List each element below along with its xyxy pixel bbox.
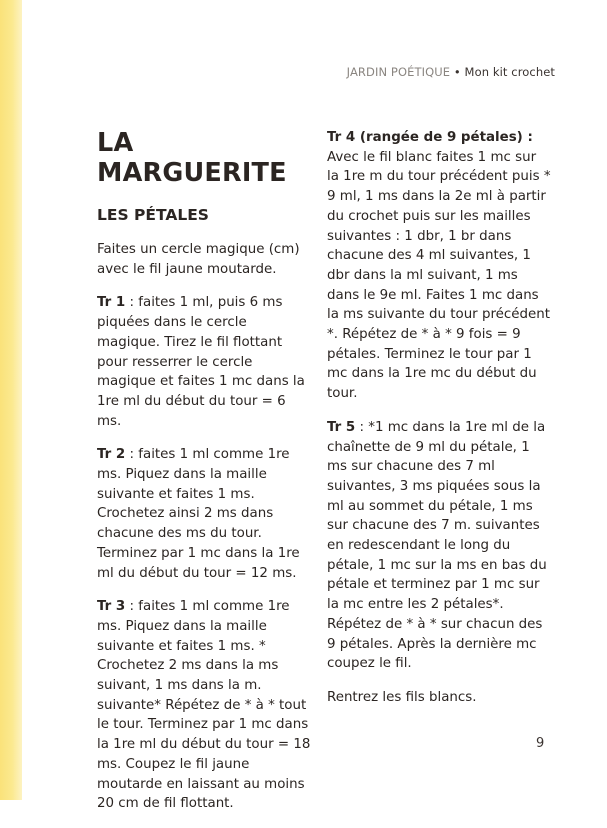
intro-paragraph: Faites un cercle magique (cm) avec le fil jaune moutarde. [97, 242, 300, 277]
round-4-paragraph [327, 128, 552, 404]
right-column [327, 128, 552, 722]
round-1-text: : faites 1 ml, puis 6 ms piquées dans le cercle magique. Tirez le fil flottant pour resserrer le cercle magique et faites 1 mc dans la 1re ml du début du tour = 6 ms. [97, 295, 305, 429]
round-2-paragraph [97, 445, 312, 583]
page-title: LA MARGUERITE [97, 128, 287, 188]
round-1-paragraph [97, 293, 312, 431]
round-1-label: Tr 1 [97, 295, 126, 311]
running-header [347, 65, 555, 79]
page-number: 9 [536, 736, 545, 751]
round-5-label: Tr 5 [327, 419, 356, 435]
round-4-text: Avec le fil blanc faites 1 mc sur la 1re m du tour précédent puis * 9 ml, 1 ms dans la 2e ml à partir du crochet puis sur les mailles suivantes : 1 dbr, 1 br dans chacune des 4 ml suivantes, 1 dbr dans la ml suivant, 1 ms dans le 9e ml. Faites 1 mc dans la ms suivante du tour précédent *. Répétez de * à * 9 fois = 9 pétales. Terminez le tour par 1 mc dans la 1re mc du début du tour. [327, 149, 551, 402]
section-heading: LES PÉTALES [97, 206, 209, 224]
page-edge-band [0, 0, 22, 800]
round-5-text: : *1 mc dans la 1re ml de la chaînette de 9 ml du pétale, 1 ms sur chacune des 7 ml suivantes, 3 ms piquées sous la ml au sommet du pétale, 1 ms sur chacune des 7 m. suivantes en redescendant le long du pétale, 1 mc sur la ms en bas du pétale et terminez par 1 mc sur la mc entre les 2 pétales*. Répétez de * à * sur chacun des 9 pétales. Après la dernière mc coupez le fil. [327, 419, 547, 672]
left-column [97, 128, 312, 828]
closing-paragraph: Rentrez les fils blancs. [327, 689, 477, 705]
round-3-paragraph [97, 597, 312, 814]
header-separator: • [453, 65, 461, 79]
round-3-text: : faites 1 ml comme 1re ms. Piquez dans la maille suivante et faites 1 ms. * Crochetez 2 ms dans la ms suivant, 1 ms dans la m. suivante* Répétez de * à * tout le tour. Terminez par 1 mc dans la 1re ml du début du tour = 18 ms. Coupez le fil jaune moutarde en laissant au moins 20 cm de fil flottant. [97, 599, 311, 812]
book-title: Mon kit crochet [464, 65, 555, 79]
round-2-text: : faites 1 ml comme 1re ms. Piquez dans la maille suivante et faites 1 ms. Crochetez ainsi 2 ms dans chacune des ms du tour. Terminez par 1 mc dans la 1re ml du début du tour = 12 ms. [97, 447, 300, 581]
round-5-paragraph [327, 418, 552, 674]
round-3-label: Tr 3 [97, 599, 126, 615]
series-name: JARDIN POÉTIQUE [346, 65, 451, 79]
round-2-label: Tr 2 [97, 447, 126, 463]
round-4-label: Tr 4 (rangée de 9 pétales) : [327, 130, 533, 145]
